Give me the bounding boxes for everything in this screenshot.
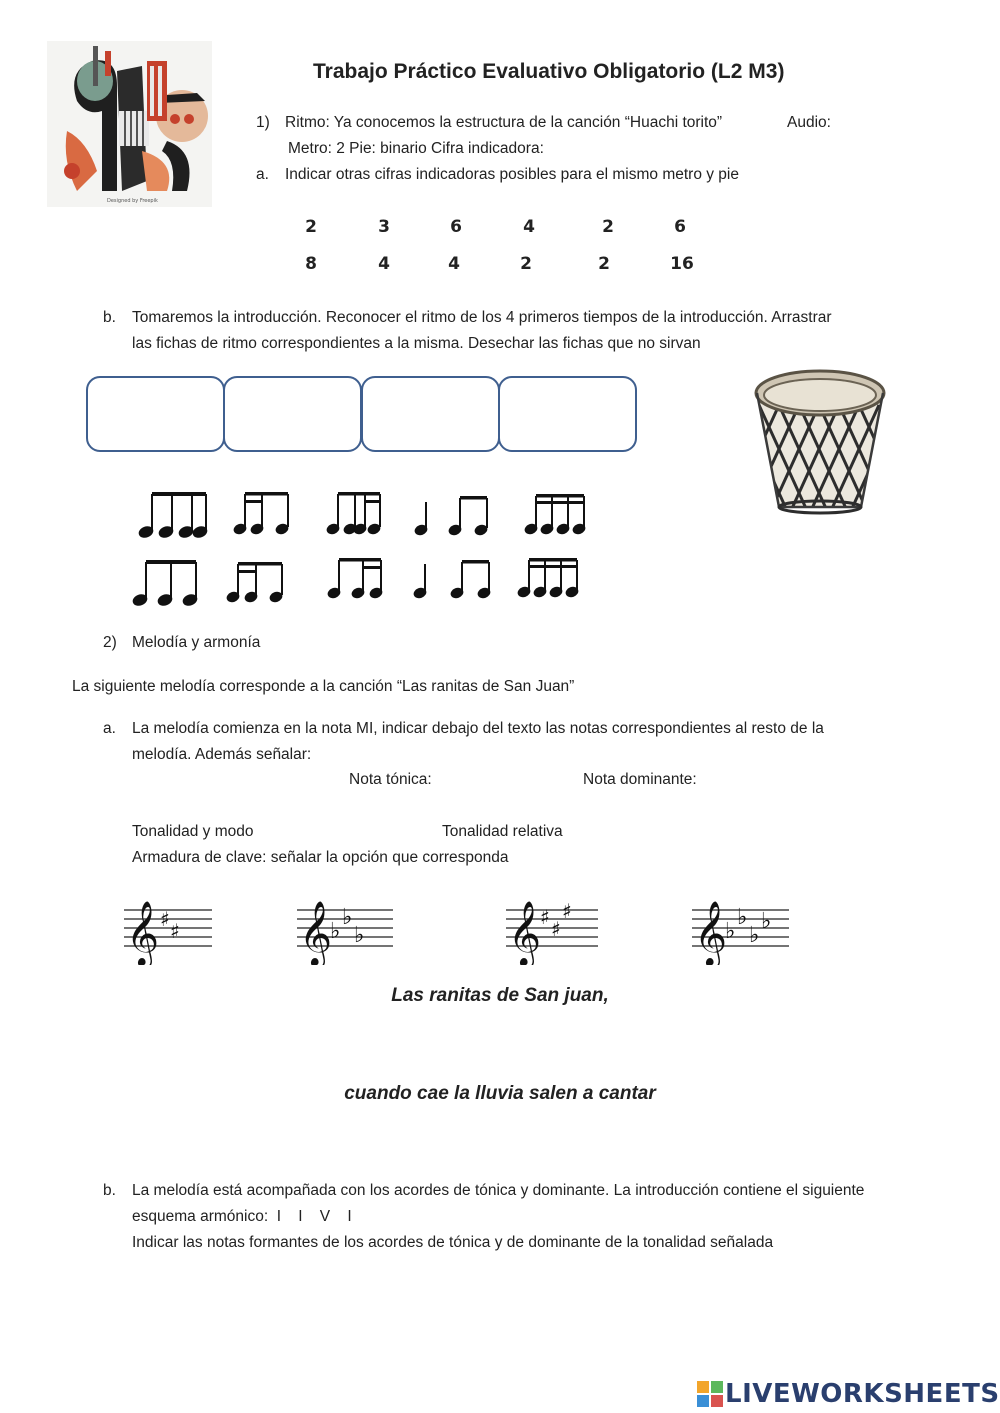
dominant-note-label: Nota dominante: <box>583 771 697 788</box>
section2-intro: La siguiente melodía corresponde a la canción “Las ranitas de San Juan” <box>72 678 575 695</box>
rhythm-card-two-eighths-sixteenth[interactable] <box>326 492 381 535</box>
rhythm-card-two-sixteenths-eighth[interactable] <box>226 562 283 603</box>
section1-a-text: Indicar otras cifras indicadoras posibles para el mismo metro y pie <box>285 166 739 183</box>
rhythm-drop-zone-4[interactable] <box>498 376 637 452</box>
treble-clef-icon: 𝄞 <box>508 901 542 965</box>
section2-number: 2) <box>103 634 117 651</box>
section2-b-line1: La melodía está acompañada con los acordes de tónica y dominante. La introducción contiene el siguiente <box>132 1182 865 1199</box>
flat-icon: ♭ <box>330 919 341 944</box>
rhythm-card-three-eighths[interactable] <box>132 560 199 607</box>
time-signature-options <box>0 214 1000 284</box>
flat-icon: ♭ <box>725 919 736 944</box>
relative-key-label: Tonalidad relativa <box>442 823 563 840</box>
rhythm-card-three-eighths[interactable] <box>138 492 209 539</box>
section2-b-line3: Indicar las notas formantes de los acordes de tónica y de dominante de la tonalidad señalada <box>132 1234 774 1251</box>
liveworksheets-logo <box>697 1378 1000 1410</box>
flat-icon: ♭ <box>342 905 353 930</box>
fraction-denominator[interactable]: 4 <box>378 254 390 274</box>
section1-line2: Metro: 2 Pie: binario Cifra indicadora: <box>288 140 544 157</box>
rhythm-card-two-eighths[interactable] <box>448 496 488 536</box>
rhythm-drop-zone-1[interactable] <box>86 376 225 452</box>
fraction-denominator[interactable]: 8 <box>305 254 317 274</box>
rhythm-card-eighth-two-sixteenths-b[interactable] <box>327 558 383 599</box>
fraction-denominator[interactable]: 4 <box>448 254 460 274</box>
rhythm-card-quarter[interactable] <box>414 502 428 536</box>
rhythm-card-four-sixteenths[interactable] <box>517 558 579 598</box>
sharp-icon: ♯ <box>551 917 561 941</box>
wastebasket-icon[interactable] <box>749 365 891 515</box>
fraction-denominator[interactable]: 2 <box>520 254 532 274</box>
section2-b-line2: esquema armónico: I I V I <box>132 1208 352 1225</box>
key-signature-options <box>0 890 820 965</box>
section1-b-letter: b. <box>103 309 116 326</box>
sharp-icon: ♯ <box>170 919 180 943</box>
section2-b-letter: b. <box>103 1182 116 1199</box>
flat-icon: ♭ <box>761 909 772 934</box>
lyric-line-1: Las ranitas de San juan, <box>391 985 609 1006</box>
audio-label: Audio: <box>787 114 831 131</box>
rhythm-drop-zone-3[interactable] <box>361 376 500 452</box>
music-illustration-logo <box>47 41 212 207</box>
lyric-line-2: cuando cae la lluvia salen a cantar <box>344 1083 656 1104</box>
section1-a-letter: a. <box>256 166 269 183</box>
section2-a-line1: La melodía comienza en la nota MI, indicar debajo del texto las notas correspondientes al resto de la <box>132 720 824 737</box>
section2-heading: Melodía y armonía <box>132 634 261 651</box>
key-signature-label: Armadura de clave: señalar la opción que corresponda <box>132 849 509 866</box>
rhythm-card-quarter[interactable] <box>413 564 427 599</box>
fraction-denominator[interactable]: 16 <box>670 254 694 274</box>
page-title: Trabajo Práctico Evaluativo Obligatorio (L2 M3) <box>313 60 785 83</box>
tonic-note-label: Nota tónica: <box>349 771 432 788</box>
rhythm-card-two-eighths[interactable] <box>450 560 491 599</box>
liveworksheets-logo-icon <box>697 1381 723 1407</box>
flat-icon: ♭ <box>749 923 760 948</box>
rhythm-card-four-sixteenths[interactable] <box>524 494 586 535</box>
flat-icon: ♭ <box>737 905 748 930</box>
section2-a-line2: melodía. Además señalar: <box>132 746 312 763</box>
fraction-numerator[interactable]: 6 <box>674 217 686 237</box>
fraction-numerator[interactable]: 4 <box>523 217 535 237</box>
section1-number: 1) <box>256 114 270 131</box>
treble-clef-icon: 𝄞 <box>126 901 160 965</box>
key-mode-label: Tonalidad y modo <box>132 823 254 840</box>
section1-line1: Ritmo: Ya conocemos la estructura de la canción “Huachi torito” <box>285 114 723 131</box>
rhythm-cards <box>0 480 700 610</box>
rhythm-card-eighth-two-sixteenths[interactable] <box>233 492 289 535</box>
treble-clef-icon: 𝄞 <box>299 901 333 965</box>
fraction-numerator[interactable]: 2 <box>602 217 614 237</box>
fraction-numerator[interactable]: 2 <box>305 217 317 237</box>
fraction-numerator[interactable]: 6 <box>450 217 462 237</box>
logo-credit: Designed by Freepik <box>107 198 158 204</box>
section2-a-letter: a. <box>103 720 116 737</box>
section1-b-line1: Tomaremos la introducción. Reconocer el ritmo de los 4 primeros tiempos de la introducción. Arrastrar <box>132 309 832 326</box>
flat-icon: ♭ <box>354 923 365 948</box>
fraction-numerator[interactable]: 3 <box>378 217 390 237</box>
sharp-icon: ♯ <box>562 899 572 923</box>
sharp-icon: ♯ <box>160 907 170 931</box>
section1-b-line2: las fichas de ritmo correspondientes a la misma. Desechar las fichas que no sirvan <box>132 335 701 352</box>
fraction-denominator[interactable]: 2 <box>598 254 610 274</box>
treble-clef-icon: 𝄞 <box>694 901 728 965</box>
sharp-icon: ♯ <box>540 905 550 929</box>
rhythm-drop-zone-2[interactable] <box>223 376 362 452</box>
liveworksheets-brand: LIVEWORKSHEETS <box>725 1379 1000 1409</box>
